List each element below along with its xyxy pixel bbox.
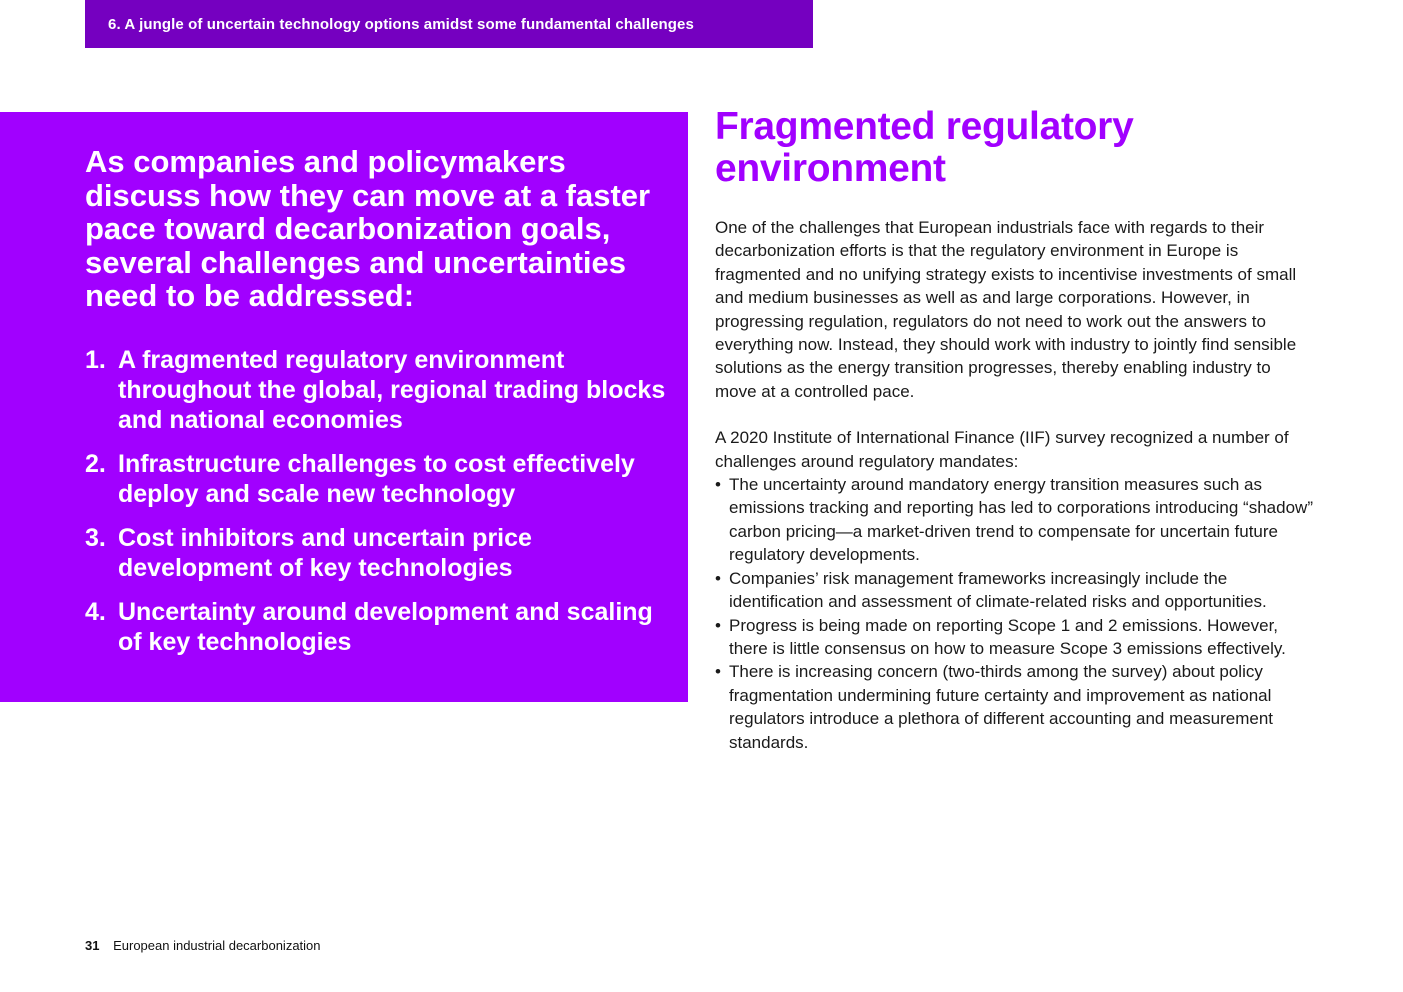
callout-heading: As companies and policymakers discuss how they can move at a faster pace toward decarbonization goals, several challenges and uncertainties need to be addressed:	[85, 144, 651, 313]
challenge-text: Infrastructure challenges to cost effectively deploy and scale new technology	[118, 450, 635, 508]
list-item	[715, 473, 1315, 567]
bullet-text: There is increasing concern (two-thirds among the survey) about policy fragmentation undermining future certainty and improvement as national regulators introduce a plethora of different accounting and measurement standards.	[729, 662, 1274, 752]
article-body	[715, 216, 1315, 754]
bullet-text: Progress is being made on reporting Scope 1 and 2 emissions. However, there is little consensus on how to measure Scope 3 emissions effectively.	[729, 615, 1286, 658]
page-footer	[85, 937, 321, 955]
challenges-callout-panel	[0, 112, 688, 702]
challenge-item-1	[85, 345, 675, 435]
challenge-text: Uncertainty around development and scaling of key technologies	[118, 598, 653, 656]
survey-findings-list	[715, 473, 1315, 754]
bullet-icon: •	[715, 615, 721, 635]
challenge-item-2	[85, 449, 675, 509]
list-item	[715, 660, 1315, 754]
section-header-tab	[85, 0, 813, 48]
body-paragraph-2: A 2020 Institute of International Finance (IIF) survey recognized a number of challenges around regulatory mandates:	[715, 428, 1289, 471]
challenge-number: 2.	[85, 450, 106, 478]
list-item	[715, 567, 1315, 614]
page-number: 31	[85, 938, 100, 953]
challenge-item-4	[85, 597, 675, 657]
challenge-number: 3.	[85, 524, 106, 552]
challenge-text: A fragmented regulatory environment throughout the global, regional trading blocks and national economies	[118, 346, 666, 434]
bullet-icon: •	[715, 662, 721, 682]
challenge-text: Cost inhibitors and uncertain price development of key technologies	[118, 524, 532, 582]
bullet-text: The uncertainty around mandatory energy transition measures such as emissions tracking and reporting has led to corporations introducing “shadow” carbon pricing—a market-driven trend to compensate for uncertain future regulatory developments.	[729, 475, 1313, 565]
challenge-list	[85, 345, 675, 671]
article-title: Fragmented regulatory environment	[715, 105, 1134, 190]
body-paragraph-1: One of the challenges that European industrials face with regards to their decarbonization efforts is that the regulatory environment in Europe is fragmented and no unifying strategy exists to incentivise investments of small and medium businesses as well as and large corporations. However, in progressing regulation, regulators do not need to work out the answers to everything now. Instead, they should work with industry to jointly find sensible solutions as the energy transition progresses, thereby enabling industry to move at a controlled pace.	[715, 218, 1297, 401]
bullet-text: Companies’ risk management frameworks increasingly include the identification and assessment of climate-related risks and opportunities.	[729, 568, 1267, 612]
document-title: European industrial decarbonization	[113, 938, 321, 953]
list-item	[715, 614, 1315, 661]
section-label: 6. A jungle of uncertain technology options amidst some fundamental challenges	[108, 15, 694, 33]
bullet-icon: •	[715, 475, 721, 495]
bullet-icon: •	[715, 568, 721, 588]
challenge-number: 4.	[85, 598, 106, 626]
challenge-number: 1.	[85, 346, 106, 374]
challenge-item-3	[85, 523, 675, 583]
